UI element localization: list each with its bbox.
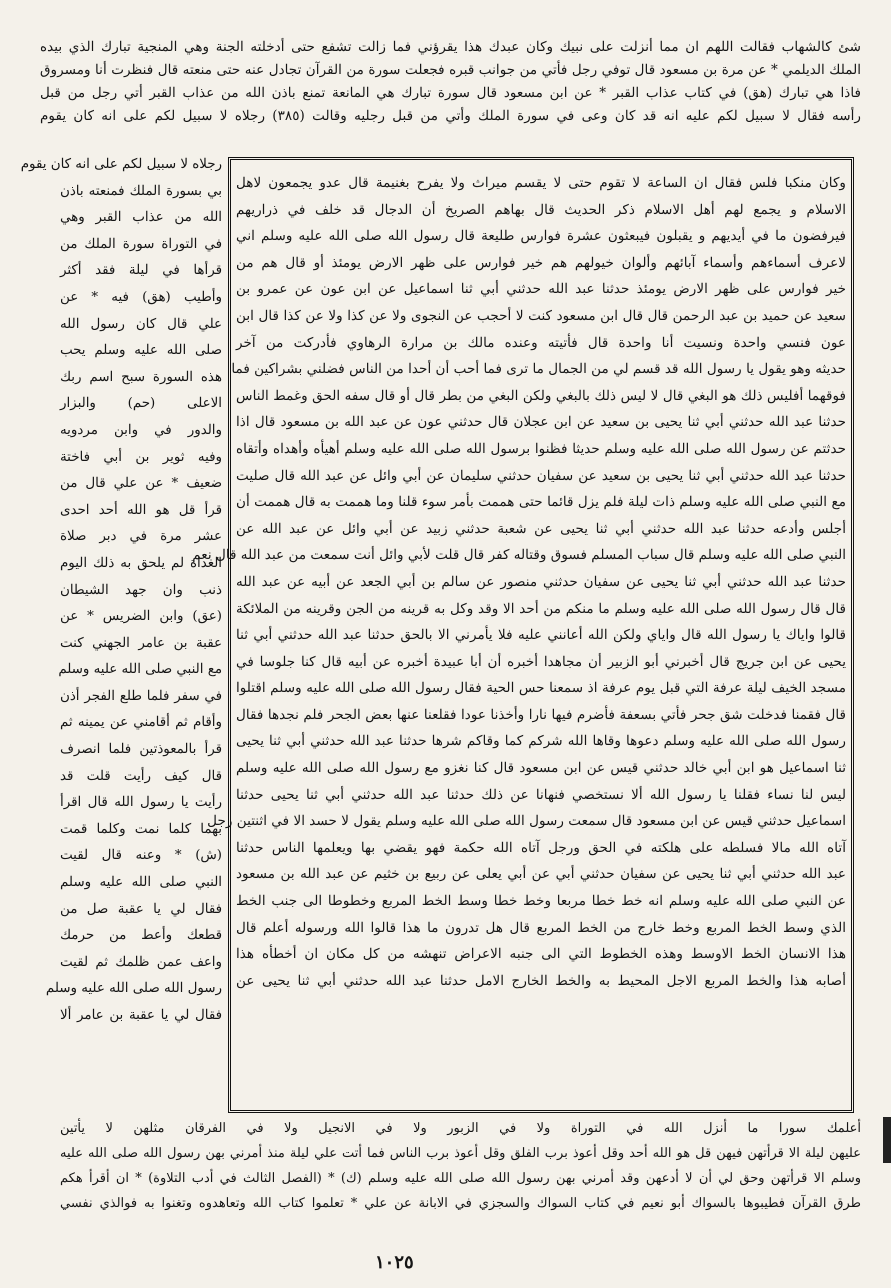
margin-line: قرأها في ليلة فقد أكثر — [60, 263, 222, 279]
side-margin-commentary — [20, 152, 222, 1030]
top-margin-commentary — [40, 36, 861, 128]
margin-line: عقبة بن عامر الجهني كنت — [60, 635, 222, 651]
main-line: وكان منكبا فلس فقال ان الساعة لا تقوم حتى لا يقسم ميراث ولا يفرح بغنيمة قال عدو يجمعون لاهل — [236, 175, 846, 191]
main-line: لاعرف أسماءهم وأسماء آبائهم وألوان خيولهم هم خير فوارس على ظهر الارض يومئذ أو قال هم من — [236, 254, 846, 271]
margin-line: في التوراة سورة الملك من — [60, 236, 222, 252]
margin-line: صلى الله عليه وسلم يحب — [60, 343, 222, 359]
margin-line: هذه السورة سبح اسم ربك — [60, 369, 222, 385]
margin-line: مع النبي صلى الله عليه وسلم — [58, 662, 222, 678]
margin-line: ضعيف * عن علي قال من — [60, 476, 222, 492]
margin-line: عشر مرة في دبر صلاة — [60, 529, 222, 545]
bottom-line: عليهن ليلة الا قرأتهن فيهن قل هو الله أحد وقل أعوذ برب الفلق وقل أعوذ برب الناس فما أتت علي ليلة منذ أمرني بهن رسول الله صلى الله عليه — [60, 1146, 861, 1161]
main-line: قالوا واياك يا رسول الله قال واياي ولكن الله أعانني عليه فلا يأمرني الا بالحق حدثنا عبد الله حدثني أبي ثنا — [236, 627, 846, 644]
main-line: حدثنا عبد الله حدثني أبي ثنا يحيى بن سعيد عن ابن عجلان قال حدثني عون عن عبد الله بن مسعود قال اذا — [236, 414, 846, 431]
scan-edge-mark — [883, 1117, 891, 1163]
top-line: شئ كالشهاب فقالت اللهم ان مما أنزلت على نبيك وكان عبدك هذا يقرؤني فما زالت تشفع حتى أدخلته الجنة وهي المنجية تبارك الذي بيده — [40, 39, 861, 55]
main-line: عن النبي صلى الله عليه وسلم انه خط خطا مربعا وخط خطا وسط الخط المربع وخطوطا الى جنب الخط — [236, 893, 846, 910]
main-line: الذي وسط الخط المربع وخط خارج من الخط المربع قال هل تدرون ما هذا قالوا الله ورسوله أعلم قال — [236, 919, 846, 936]
main-line: أصابه هذا والخط المربع الاجل المحيط به والخط الخارج الامل حدثنا عبد الله حدثني أبي ثنا يحيى عن — [236, 972, 846, 989]
main-line: يحيى عن ابن جريج قال أخبرني أبو الزبير أن مجاهدا أخبره أن أبا عبيدة أخبره عن أبيه قال كنا جلوسا في — [236, 653, 846, 670]
main-line: ثنا اسماعيل هو ابن أبي خالد حدثني قيس عن ابن مسعود قال كنا نغزو مع رسول الله صلى الله عليه وسلم — [236, 760, 846, 777]
bottom-margin-commentary — [60, 1116, 861, 1216]
main-line: فيرفضون ما في أيديهم و يقبلون فيبعثون عشرة فوارس طليعة قال رسول الله صلى الله عليه وسلم اني — [236, 228, 846, 245]
margin-line: رأيت يا رسول الله قال اقرأ — [60, 795, 222, 811]
main-line: حديثه وهو يقول يا رسول الله قد قسم لي من الجمال ما ترى فما أحب أن أحدا من الناس فضلني بشراكين فما — [231, 361, 846, 378]
main-line: حدثنا عبد الله حدثني أبي ثنا يحيى عن سفيان حدثني منصور عن سالم بن أبي الجعد عن أبيه عن عبد الله — [236, 573, 846, 590]
main-line: ليس لنا نساء فقلنا يا رسول الله ألا نستخصي فنهانا عن ذلك حدثنا عبد الله حدثني أبي ثنا يحيى حدثنا — [236, 786, 846, 803]
margin-line: بي بسورة الملك فمنعته باذن — [60, 183, 222, 199]
margin-line: وأطيب (هق) فيه * عن — [60, 289, 222, 305]
main-line: هذا الانسان الخط الاوسط وهذه الخطوط التي الى جنبه الاعراض تنهشه من كل مكان ان أخطأه هذا — [236, 946, 846, 963]
margin-line: علي قال كان رسول الله — [60, 316, 222, 332]
main-line: خير فوارس على ظهر الارض يومئذ حدثنا عبد الله حدثني أبي ثنا اسماعيل عن ابن عون عن عمرو بن — [236, 281, 846, 298]
main-line: عون فنسي واحدة ونسيت أنا واحدة قال فأتيته وعنده مالك بن مرارة الرهاوي فأدركت من آخر — [236, 334, 846, 351]
main-hadith-text — [192, 170, 846, 994]
margin-line: فقال لي يا عقبة بن عامر ألا — [60, 1008, 222, 1023]
margin-line: والدور في وابن مردويه — [60, 422, 222, 438]
top-line: فاذا هي تبارك (هق) في كتاب عذاب القبر * عن ابن مسعود قال سورة تبارك هي المانعة تمنع باذن الله من عذاب القبر أتي رجل من قبل — [40, 85, 861, 101]
margin-line: قرأ قل هو الله أحد احدى — [60, 502, 222, 518]
main-line: النبي صلى الله عليه وسلم قال سباب المسلم فسوق وقتاله كفر قال قلت لأبي وائل أنت سمعت من عبد الله قال نعم — [192, 547, 846, 564]
margin-line: النبي صلى الله عليه وسلم — [60, 875, 222, 891]
main-line: أجلس وأدعه حدثنا عبد الله حدثني أبي ثنا يحيى عن شعبة حدثني زبيد عن أبي وائل عن عبد الله عن — [236, 520, 846, 537]
margin-line: الاعلى (حم) والبزار — [60, 396, 222, 412]
margin-line: (عق) وابن الضريس * عن — [60, 609, 222, 625]
main-line: رسول الله صلى الله عليه وسلم دعوها وقاها الله شركم كما وقاكم شرها حدثنا عبد الله حدثني أبي ثنا يحيى — [236, 733, 846, 750]
main-line: عبد الله حدثني أبي ثنا يحيى عن سفيان حدثني أبي عن أبي يعلى عن ربيع بن خثيم عن عبد الله بن مسعود — [236, 866, 846, 883]
main-line: آتاه الله مالا فسلطه على هلكته في الحق ورجل آتاه الله حكمة فهو يقضي بها ويعلمها الناس حدثنا — [236, 839, 846, 856]
margin-line: الغداة لم يلحق به ذلك اليوم — [60, 555, 222, 571]
margin-line: بهما كلما نمت وكلما قمت — [60, 821, 222, 837]
main-line: حدثتم عن رسول الله صلى الله عليه وسلم حديثا فظنوا برسول الله صلى الله عليه وسلم أهيأه وأهداه وأتقاه — [236, 440, 846, 457]
top-line: رأسه فقال لا سبيل لكم عليه انه قد كان وعى في سورة الملك وأتي من قبل رجليه وقالت (٣٨٥) رجلاه لا سبيل لكم على انه كان يقوم — [40, 108, 861, 124]
main-line: فوقهما أفليس ذلك هو البغي قال لا ليس ذلك بالبغي ولكن البغي من بطر قال أو قال سفه الحق وغمط الناس — [236, 387, 846, 404]
margin-line: رجلاه لا سبيل لكم على انه كان يقوم — [20, 157, 222, 172]
margin-line: الله من عذاب القبر وهي — [60, 210, 222, 226]
main-line: قال فقمنا فدخلت شق جحر فأتي بسعفة فأضرم فيها نارا وأخذنا عودا فقلعنا عنها بعض الجحر فلم نجدها فقال — [236, 706, 846, 723]
margin-line: في سفر فلما طلع الفجر أذن — [60, 688, 222, 704]
margin-line: وأقام ثم أقامني عن يمينه ثم — [60, 715, 222, 731]
main-line: قال قال رسول الله صلى الله عليه وسلم ما منكم من أحد الا وقد وكل به قرينه من الجن وقرينه من الملائكة — [236, 600, 846, 617]
margin-line: قطعك وأعط من حرمك — [60, 928, 222, 944]
margin-line: قال كيف رأيت قلت قد — [60, 768, 222, 784]
margin-line: ذنب وان جهد الشيطان — [60, 582, 222, 598]
margin-line: وفيه ثوير بن أبي فاختة — [60, 449, 222, 465]
margin-line: قرأ بالمعوذتين فلما انصرف — [60, 742, 222, 758]
margin-line: (ش) * وعنه قال لقيت — [60, 848, 222, 864]
bottom-line: طرق القرآن فطيبوها بالسواك أبو نعيم في كتاب السواك والسجزي في الابانة عن علي * تعلموا كتاب الله وتعاهدوه وتغنوا به فوالذي نفسي — [60, 1196, 861, 1211]
top-line: الملك الديلمي * عن مرة بن مسعود قال توفي رجل فأتي من جوانب قبره فجعلت سورة من القرآن تجادل عنه حتى منعته قال فنظرت أنا ومسروق — [40, 62, 861, 78]
bottom-line: أعلمك سورا ما أنزل الله في التوراة ولا في الزبور ولا في الانجيل ولا في الفرقان مثلهن لا يأتين — [60, 1121, 861, 1136]
main-line: حدثنا عبد الله حدثني أبي ثنا يحيى بن سعيد عن سفيان حدثني سليمان عن أبي وائل عن عبد الله قال صليت — [236, 467, 846, 484]
margin-line: فقال لي يا عقبة صل من — [60, 901, 222, 917]
main-line: مع النبي صلى الله عليه وسلم ذات ليلة فلم يزل قائما حتى هممت بأمر سوء قلنا وما هممت به قال هممت أن — [236, 494, 846, 511]
margin-line: واعف عمن ظلمك ثم لقيت — [60, 954, 222, 970]
margin-line: رسول الله صلى الله عليه وسلم — [45, 981, 222, 997]
page-number: ١٠٢٥ — [375, 1252, 414, 1273]
bottom-line: وسلم الا قرأتهن وحق لي أن لا أدعهن وقد أمرني بهن رسول الله صلى الله عليه وسلم (ك) * (الفصل الثالث في أدب التلاوة) * ان أقرأ هكم — [60, 1171, 861, 1186]
main-line: مسجد الخيف ليلة عرفة التي قبل يوم عرفة اذ سمعنا حس الحية فقال رسول الله صلى الله عليه وسلم اقتلوا — [236, 680, 846, 697]
main-line: سعيد عن حميد بن عبد الرحمن قال قال ابن مسعود كنت لا أحجب عن النجوى ولا عن كذا ولا عن كذا قال ابن — [236, 307, 846, 324]
main-line: اسماعيل حدثني قيس عن ابن مسعود قال سمعت رسول الله صلى الله عليه وسلم يقول لا حسد الا في اثنتين رجل — [207, 813, 846, 830]
main-line: الاسلام و يجمع لهم أهل الاسلام ذكر الحديث قال بهاهم الصريخ أن الدجال قد خلف في ذراريهم — [236, 201, 846, 218]
